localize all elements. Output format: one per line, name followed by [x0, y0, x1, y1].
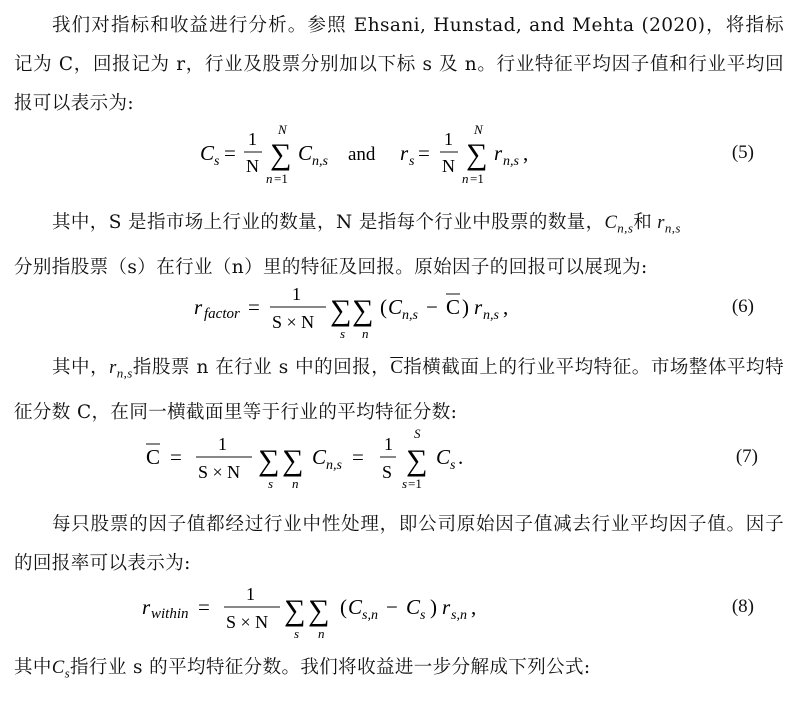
paragraph-decomposition-text-1: 其中	[14, 657, 52, 678]
svg-text:−: −	[386, 595, 398, 619]
svg-text:C: C	[146, 445, 161, 469]
equation-5	[0, 120, 800, 190]
paragraph-decomposition-text-2: 指行业 s 的平均特征分数。我们将收益进一步分解成下列公式:	[70, 657, 591, 678]
paragraph-neutralization	[14, 505, 784, 583]
svg-text:s: s	[214, 154, 220, 169]
svg-text:factor: factor	[204, 306, 240, 322]
svg-text:1: 1	[246, 584, 255, 604]
paragraph-intro-text: 我们对指标和收益进行分析。参照 Ehsani, Hunstad, and Mehta (2020)，将指标记为 C，回报记为 r，行业及股票分别加以下标 s 及 n。行业特征平均因子值和行业平均回报可以表示为:	[14, 15, 784, 114]
equation-8-formula	[0, 576, 800, 646]
equation-6-formula	[0, 278, 800, 348]
equation-5-number: (5)	[731, 142, 754, 163]
svg-text:n,s: n,s	[326, 458, 342, 473]
svg-text:∑: ∑	[284, 594, 306, 627]
svg-text:): )	[462, 295, 469, 319]
svg-text:,: ,	[471, 595, 477, 619]
svg-text:,: ,	[503, 295, 509, 319]
paragraph-returns-text-2: 指股票 n 在行业 s 中的回报，	[132, 357, 391, 378]
svg-text:∑: ∑	[270, 138, 292, 171]
paragraph-returns-text-3: 指横截面上的行业平均特征。市场整体平均特征分数 C，在同一横截面里等于行业的平均特征分数:	[14, 357, 784, 423]
svg-text:r: r	[142, 595, 151, 619]
svg-text:n: n	[266, 171, 273, 186]
svg-text:S × N: S × N	[226, 612, 269, 632]
svg-text:1: 1	[218, 434, 227, 454]
equation-6	[0, 278, 800, 348]
svg-text:S × N: S × N	[272, 312, 315, 332]
svg-text:n,s: n,s	[483, 308, 499, 323]
svg-text:=: =	[248, 295, 260, 319]
svg-text:): )	[430, 595, 437, 619]
equation-8	[0, 576, 800, 646]
svg-text:C: C	[388, 295, 403, 319]
svg-text:∑: ∑	[308, 594, 330, 627]
svg-text:s: s	[268, 476, 274, 491]
svg-text:S: S	[414, 426, 421, 441]
svg-text:∑: ∑	[466, 138, 488, 171]
equation-5-formula	[0, 120, 800, 190]
svg-text:C: C	[200, 141, 215, 165]
svg-text:∑: ∑	[406, 444, 428, 477]
svg-text:s: s	[402, 476, 408, 491]
svg-text:s,n: s,n	[451, 608, 467, 623]
equation-7-number: (7)	[735, 446, 758, 467]
svg-text:=: =	[418, 141, 430, 165]
equation-7-formula	[0, 422, 800, 492]
paragraph-neutralization-text: 每只股票的因子值都经过行业中性处理，即公司原始因子值减去行业平均因子值。因子的回报率可以表示为:	[14, 514, 784, 574]
svg-text:r: r	[194, 295, 203, 319]
svg-text:1: 1	[248, 129, 257, 149]
svg-text:r: r	[442, 595, 451, 619]
svg-text:n: n	[462, 171, 469, 186]
svg-text:=1: =1	[408, 476, 422, 491]
symbol-r-ns: $r_{n,s}$	[652, 213, 681, 236]
svg-text:∑: ∑	[330, 294, 352, 327]
svg-text:∑: ∑	[352, 294, 374, 327]
svg-text:within: within	[151, 606, 189, 622]
svg-text:s: s	[340, 326, 346, 341]
svg-text:n: n	[292, 476, 299, 491]
svg-text:=: =	[352, 445, 364, 469]
svg-text:N: N	[474, 122, 483, 137]
svg-text:1: 1	[384, 434, 393, 454]
svg-text:S: S	[382, 462, 393, 482]
svg-text:N: N	[442, 156, 455, 176]
svg-text:.: .	[458, 445, 464, 469]
svg-text:S × N: S × N	[198, 462, 241, 482]
svg-text:s: s	[294, 626, 300, 641]
svg-text:s: s	[420, 608, 426, 623]
svg-text:N: N	[246, 156, 259, 176]
svg-text:∑: ∑	[282, 444, 304, 477]
svg-text:,: ,	[523, 141, 529, 165]
svg-text:n,s: n,s	[312, 154, 328, 169]
svg-text:−: −	[426, 295, 438, 319]
paragraph-intro	[14, 6, 784, 123]
svg-text:=: =	[198, 595, 210, 619]
svg-text:1: 1	[444, 129, 453, 149]
paragraph-definitions	[14, 203, 784, 287]
svg-text:r: r	[400, 141, 409, 165]
paragraph-decomposition	[14, 648, 784, 693]
svg-text:C: C	[436, 445, 451, 469]
symbol-c-s: $C_s$	[51, 658, 71, 681]
equation-7	[0, 422, 800, 492]
svg-text:1: 1	[292, 284, 301, 304]
paragraph-definitions-and: 和	[633, 212, 653, 233]
paragraph-definitions-text-2: 分别指股票（s）在行业（n）里的特征及回报。原始因子的回报可以展现为:	[14, 256, 648, 278]
equation-5-and: and	[348, 144, 376, 165]
svg-text:=: =	[224, 141, 236, 165]
svg-text:(: (	[380, 295, 387, 319]
svg-text:C: C	[348, 595, 363, 619]
svg-text:=1: =1	[274, 171, 288, 186]
symbol-r-ns-inline: $r_{n,s}$	[109, 358, 133, 381]
svg-text:(: (	[340, 595, 347, 619]
svg-text:r: r	[474, 295, 483, 319]
paragraph-returns-text-1: 其中，	[52, 357, 110, 378]
svg-text:N: N	[278, 122, 287, 137]
symbol-c-ns: $C_{n,s}$	[604, 213, 634, 236]
svg-text:C: C	[298, 141, 313, 165]
svg-text:n: n	[318, 626, 325, 641]
paragraph-definitions-text-1: 其中，S 是指市场上行业的数量，N 是指每个行业中股票的数量，	[52, 212, 605, 233]
equation-8-number: (8)	[731, 596, 754, 617]
svg-text:n,s: n,s	[402, 308, 418, 323]
svg-text:C: C	[406, 595, 421, 619]
paragraph-returns	[14, 348, 784, 432]
svg-text:r: r	[494, 141, 503, 165]
equation-6-number: (6)	[731, 296, 754, 317]
svg-text:C: C	[312, 445, 327, 469]
svg-text:s: s	[409, 154, 415, 169]
svg-text:n,s: n,s	[503, 154, 519, 169]
svg-text:C: C	[446, 295, 461, 319]
svg-text:=: =	[170, 445, 182, 469]
svg-text:n: n	[362, 326, 369, 341]
svg-text:s: s	[450, 458, 456, 473]
symbol-c-bar: $\overline{C}$	[390, 358, 404, 378]
svg-text:∑: ∑	[258, 444, 280, 477]
svg-text:s,n: s,n	[362, 608, 378, 623]
svg-text:=1: =1	[470, 171, 484, 186]
